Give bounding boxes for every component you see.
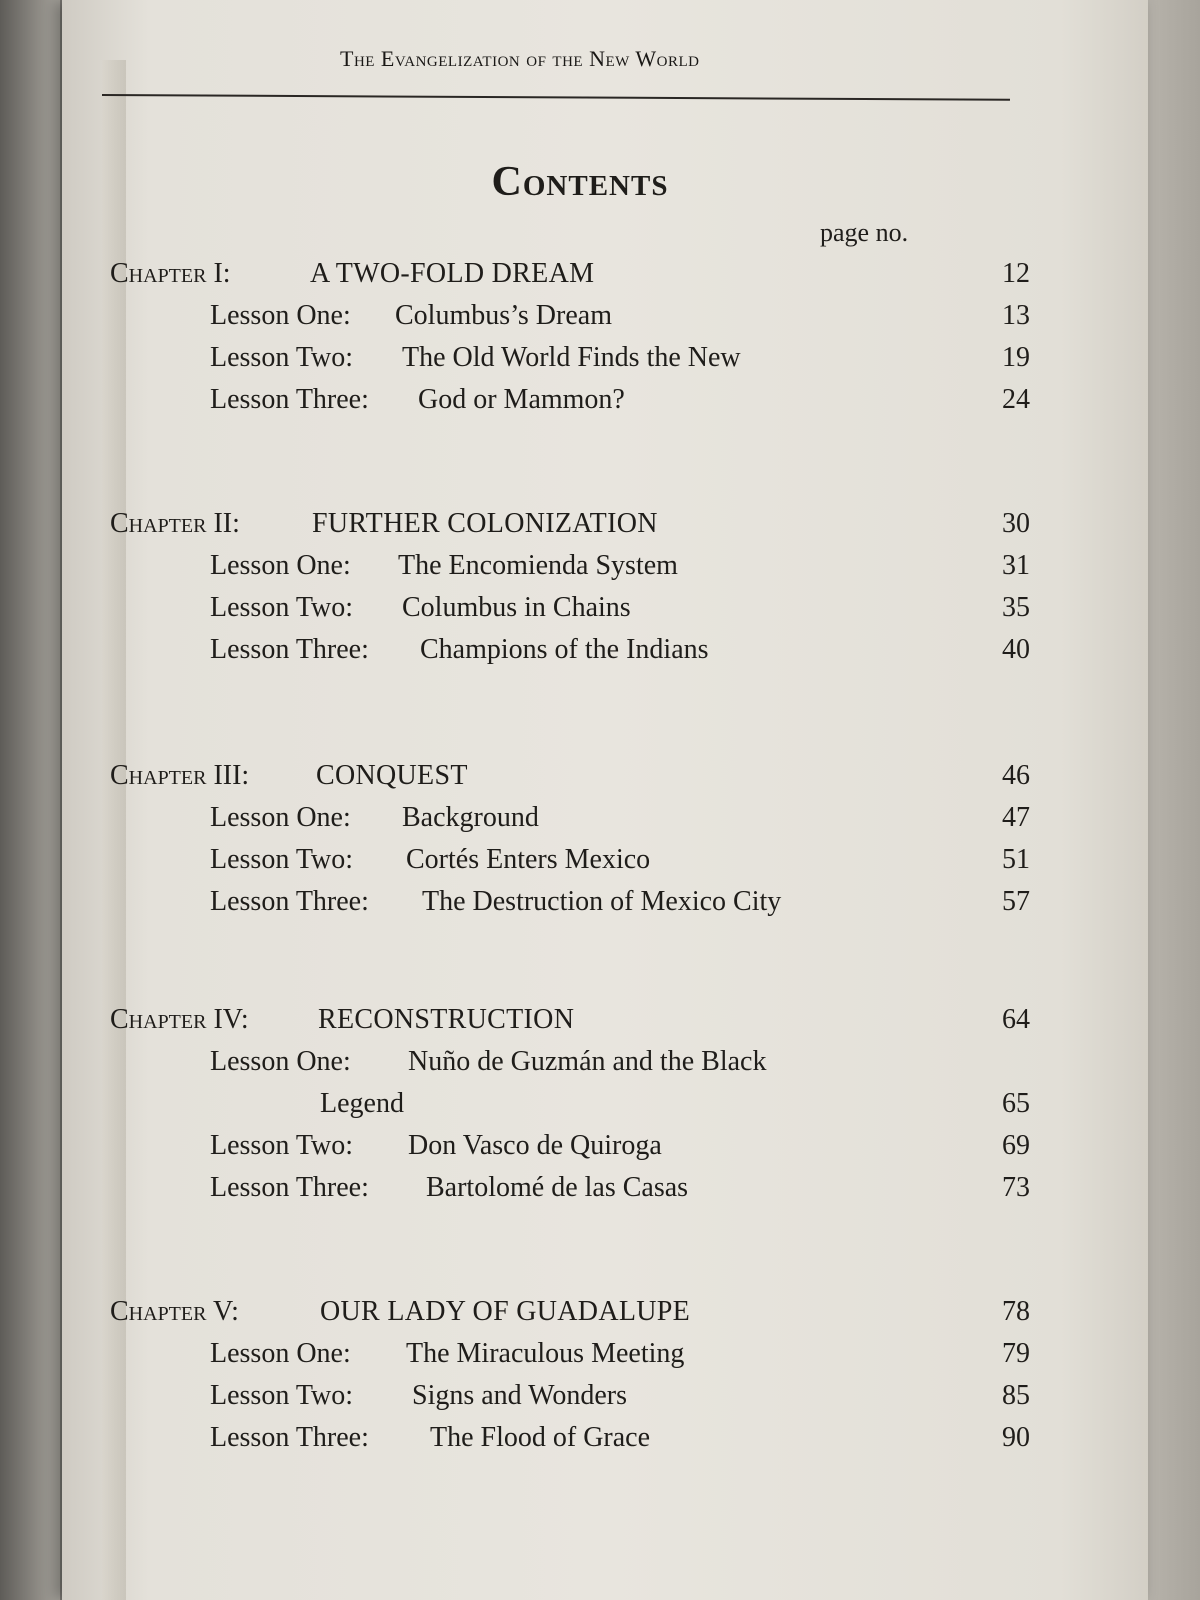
page-number: 51 xyxy=(1002,844,1030,875)
page-no-label: page no. xyxy=(820,218,909,247)
lesson-row xyxy=(110,634,1030,674)
lesson-row xyxy=(110,1338,1030,1378)
lesson-label: Lesson Three: xyxy=(210,1422,369,1453)
chapter-title: RECONSTRUCTION xyxy=(318,1004,575,1035)
lesson-title: God or Mammon? xyxy=(418,384,625,415)
page-number: 78 xyxy=(1002,1296,1030,1327)
contents-title: Contents xyxy=(491,159,669,205)
chapter-title: FURTHER COLONIZATION xyxy=(312,508,658,539)
lesson-label: Lesson Two: xyxy=(210,1130,353,1161)
page-number: 40 xyxy=(1002,634,1030,665)
lesson-label: Lesson Two: xyxy=(210,844,353,875)
chapter-label: Chapter III: xyxy=(110,760,250,791)
page-number: 24 xyxy=(1002,384,1030,415)
lesson-row xyxy=(110,1046,1030,1086)
lesson-row xyxy=(110,886,1030,926)
lesson-row xyxy=(110,384,1030,424)
lesson-title: Signs and Wonders xyxy=(412,1380,628,1411)
lesson-row xyxy=(110,1172,1030,1212)
page-number: 35 xyxy=(1002,592,1030,623)
page-number: 30 xyxy=(1002,508,1030,539)
chapter-title: OUR LADY OF GUADALUPE xyxy=(320,1296,691,1327)
chapter-label: Chapter II: xyxy=(110,508,240,539)
page-number: 73 xyxy=(1002,1172,1030,1203)
lesson-title: The Encomienda System xyxy=(398,550,678,581)
chapter-row xyxy=(110,760,1030,800)
chapter-row xyxy=(110,508,1030,548)
running-head: The Evangelization of the New World xyxy=(340,46,700,71)
lesson-title-continued: Legend xyxy=(320,1088,404,1119)
lesson-label: Lesson One: xyxy=(210,802,351,833)
page-number: 69 xyxy=(1002,1130,1030,1161)
backdrop-left xyxy=(0,0,60,1600)
backdrop-right xyxy=(1140,0,1200,1600)
lesson-label: Lesson Two: xyxy=(210,342,353,373)
lesson-row xyxy=(110,844,1030,884)
page-number: 12 xyxy=(1002,258,1030,289)
lesson-label: Lesson One: xyxy=(210,1046,351,1077)
page-number: 47 xyxy=(1002,802,1030,833)
lesson-label: Lesson One: xyxy=(210,550,351,581)
lesson-label: Lesson Three: xyxy=(210,1172,369,1203)
page-number: 13 xyxy=(1002,300,1030,331)
lesson-row xyxy=(110,300,1030,340)
page-number: 31 xyxy=(1002,550,1030,581)
lesson-label: Lesson Three: xyxy=(210,886,369,917)
lesson-label: Lesson One: xyxy=(210,1338,351,1369)
page-number: 85 xyxy=(1002,1380,1030,1411)
lesson-title: The Old World Finds the New xyxy=(402,342,741,373)
chapter-row xyxy=(110,258,1030,298)
lesson-title: Champions of the Indians xyxy=(420,634,709,665)
page-number: 46 xyxy=(1002,760,1030,791)
page-number: 65 xyxy=(1002,1088,1030,1119)
lesson-label: Lesson Three: xyxy=(210,634,369,665)
lesson-row xyxy=(110,592,1030,632)
lesson-label: Lesson Two: xyxy=(210,592,353,623)
page-number: 90 xyxy=(1002,1422,1030,1453)
lesson-title: Bartolomé de las Casas xyxy=(426,1172,689,1203)
lesson-row-continued xyxy=(110,1088,1030,1128)
chapter-label: Chapter V: xyxy=(110,1296,239,1327)
page-number: 64 xyxy=(1002,1004,1030,1035)
lesson-title: Columbus’s Dream xyxy=(395,300,612,331)
chapter-title: CONQUEST xyxy=(316,760,468,791)
lesson-row xyxy=(110,1130,1030,1170)
lesson-title: Background xyxy=(402,802,539,833)
lesson-row xyxy=(110,802,1030,842)
chapter-title: A TWO-FOLD DREAM xyxy=(310,258,595,289)
lesson-row xyxy=(110,1422,1030,1462)
lesson-label: Lesson Two: xyxy=(210,1380,353,1411)
lesson-title: Don Vasco de Quiroga xyxy=(408,1130,662,1161)
chapter-row xyxy=(110,1296,1030,1336)
page-number: 79 xyxy=(1002,1338,1030,1369)
page-number: 57 xyxy=(1002,886,1030,917)
chapter-row xyxy=(110,1004,1030,1044)
lesson-title: The Flood of Grace xyxy=(430,1422,651,1453)
chapter-label: Chapter IV: xyxy=(110,1004,249,1035)
chapter-label: Chapter I: xyxy=(110,258,231,289)
page-number: 19 xyxy=(1002,342,1030,373)
lesson-title: Columbus in Chains xyxy=(402,592,631,623)
lesson-row xyxy=(110,342,1030,382)
lesson-row xyxy=(110,550,1030,590)
lesson-label: Lesson Three: xyxy=(210,384,369,415)
lesson-row xyxy=(110,1380,1030,1420)
lesson-title: The Destruction of Mexico City xyxy=(422,886,782,917)
lesson-title: Cortés Enters Mexico xyxy=(406,844,651,875)
lesson-title: Nuño de Guzmán and the Black xyxy=(408,1046,767,1077)
lesson-label: Lesson One: xyxy=(210,300,351,331)
lesson-title: The Miraculous Meeting xyxy=(406,1338,685,1369)
